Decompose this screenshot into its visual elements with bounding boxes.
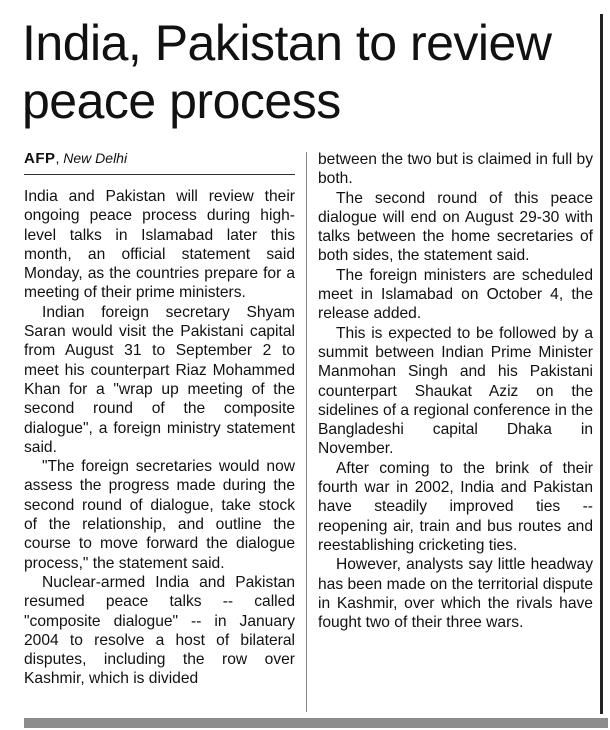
paragraph: "The foreign secretaries would now assess the progress made during the second round of dialogue, take stock of the relationship, and outline the course to move forward the dialogue process," the statement said. (24, 458, 295, 572)
dateline-separator: , (55, 150, 60, 166)
column-divider (306, 152, 307, 712)
paragraph: After coming to the brink of their fourth war in 2002, India and Pakistan have steadily improved ties -- reopening air, train and bus routes and reestablishing cricketing ties. (318, 459, 593, 554)
right-column (318, 150, 593, 632)
dateline-agency: AFP (24, 150, 56, 167)
paragraph: The foreign ministers are scheduled meet in Islamabad on October 4, the release added. (318, 266, 593, 323)
paragraph: between the two but is claimed in full by both. (318, 151, 593, 188)
paragraph: However, analysts say little headway has been made on the territorial dispute in Kashmir, over which the rivals have fought two of their three wars. (318, 556, 593, 632)
dateline (24, 150, 295, 175)
paragraph: Indian foreign secretary Shyam Saran would visit the Pakistani capital from August 31 to September 2 to meet his counterpart Riaz Mohammed Khan for a "wrap up meeting of the second round of the composite dialogue", a foreign ministry statement said. (24, 303, 295, 456)
dateline-place: New Delhi (63, 150, 128, 166)
left-column (24, 150, 295, 689)
paragraph: The second round of this peace dialogue will end on August 29-30 with talks between the home secretaries of both sides, the statement said. (318, 189, 593, 265)
paragraph: This is expected to be followed by a summit between Indian Prime Minister Manmohan Singh and his Pakistani counterpart Shaukat Aziz on the sidelines of a regional conference in the Bangladeshi capital Dhaka in November. (318, 324, 593, 458)
headline: India, Pakistan to review peace process (22, 15, 552, 129)
bottom-rule-bar (24, 718, 608, 728)
paragraph: Nuclear-armed India and Pakistan resumed peace talks -- called "composite dialogue" -- in January 2004 to resolve a host of bilateral disputes, including the row over Kashmir, which is divided (24, 573, 295, 688)
right-border-rule (600, 14, 603, 714)
paragraph: India and Pakistan will review their ongoing peace process during high-level talks in Islamabad later this month, an official statement said Monday, as the countries prepare for a meeting of their prime ministers. (24, 188, 295, 302)
